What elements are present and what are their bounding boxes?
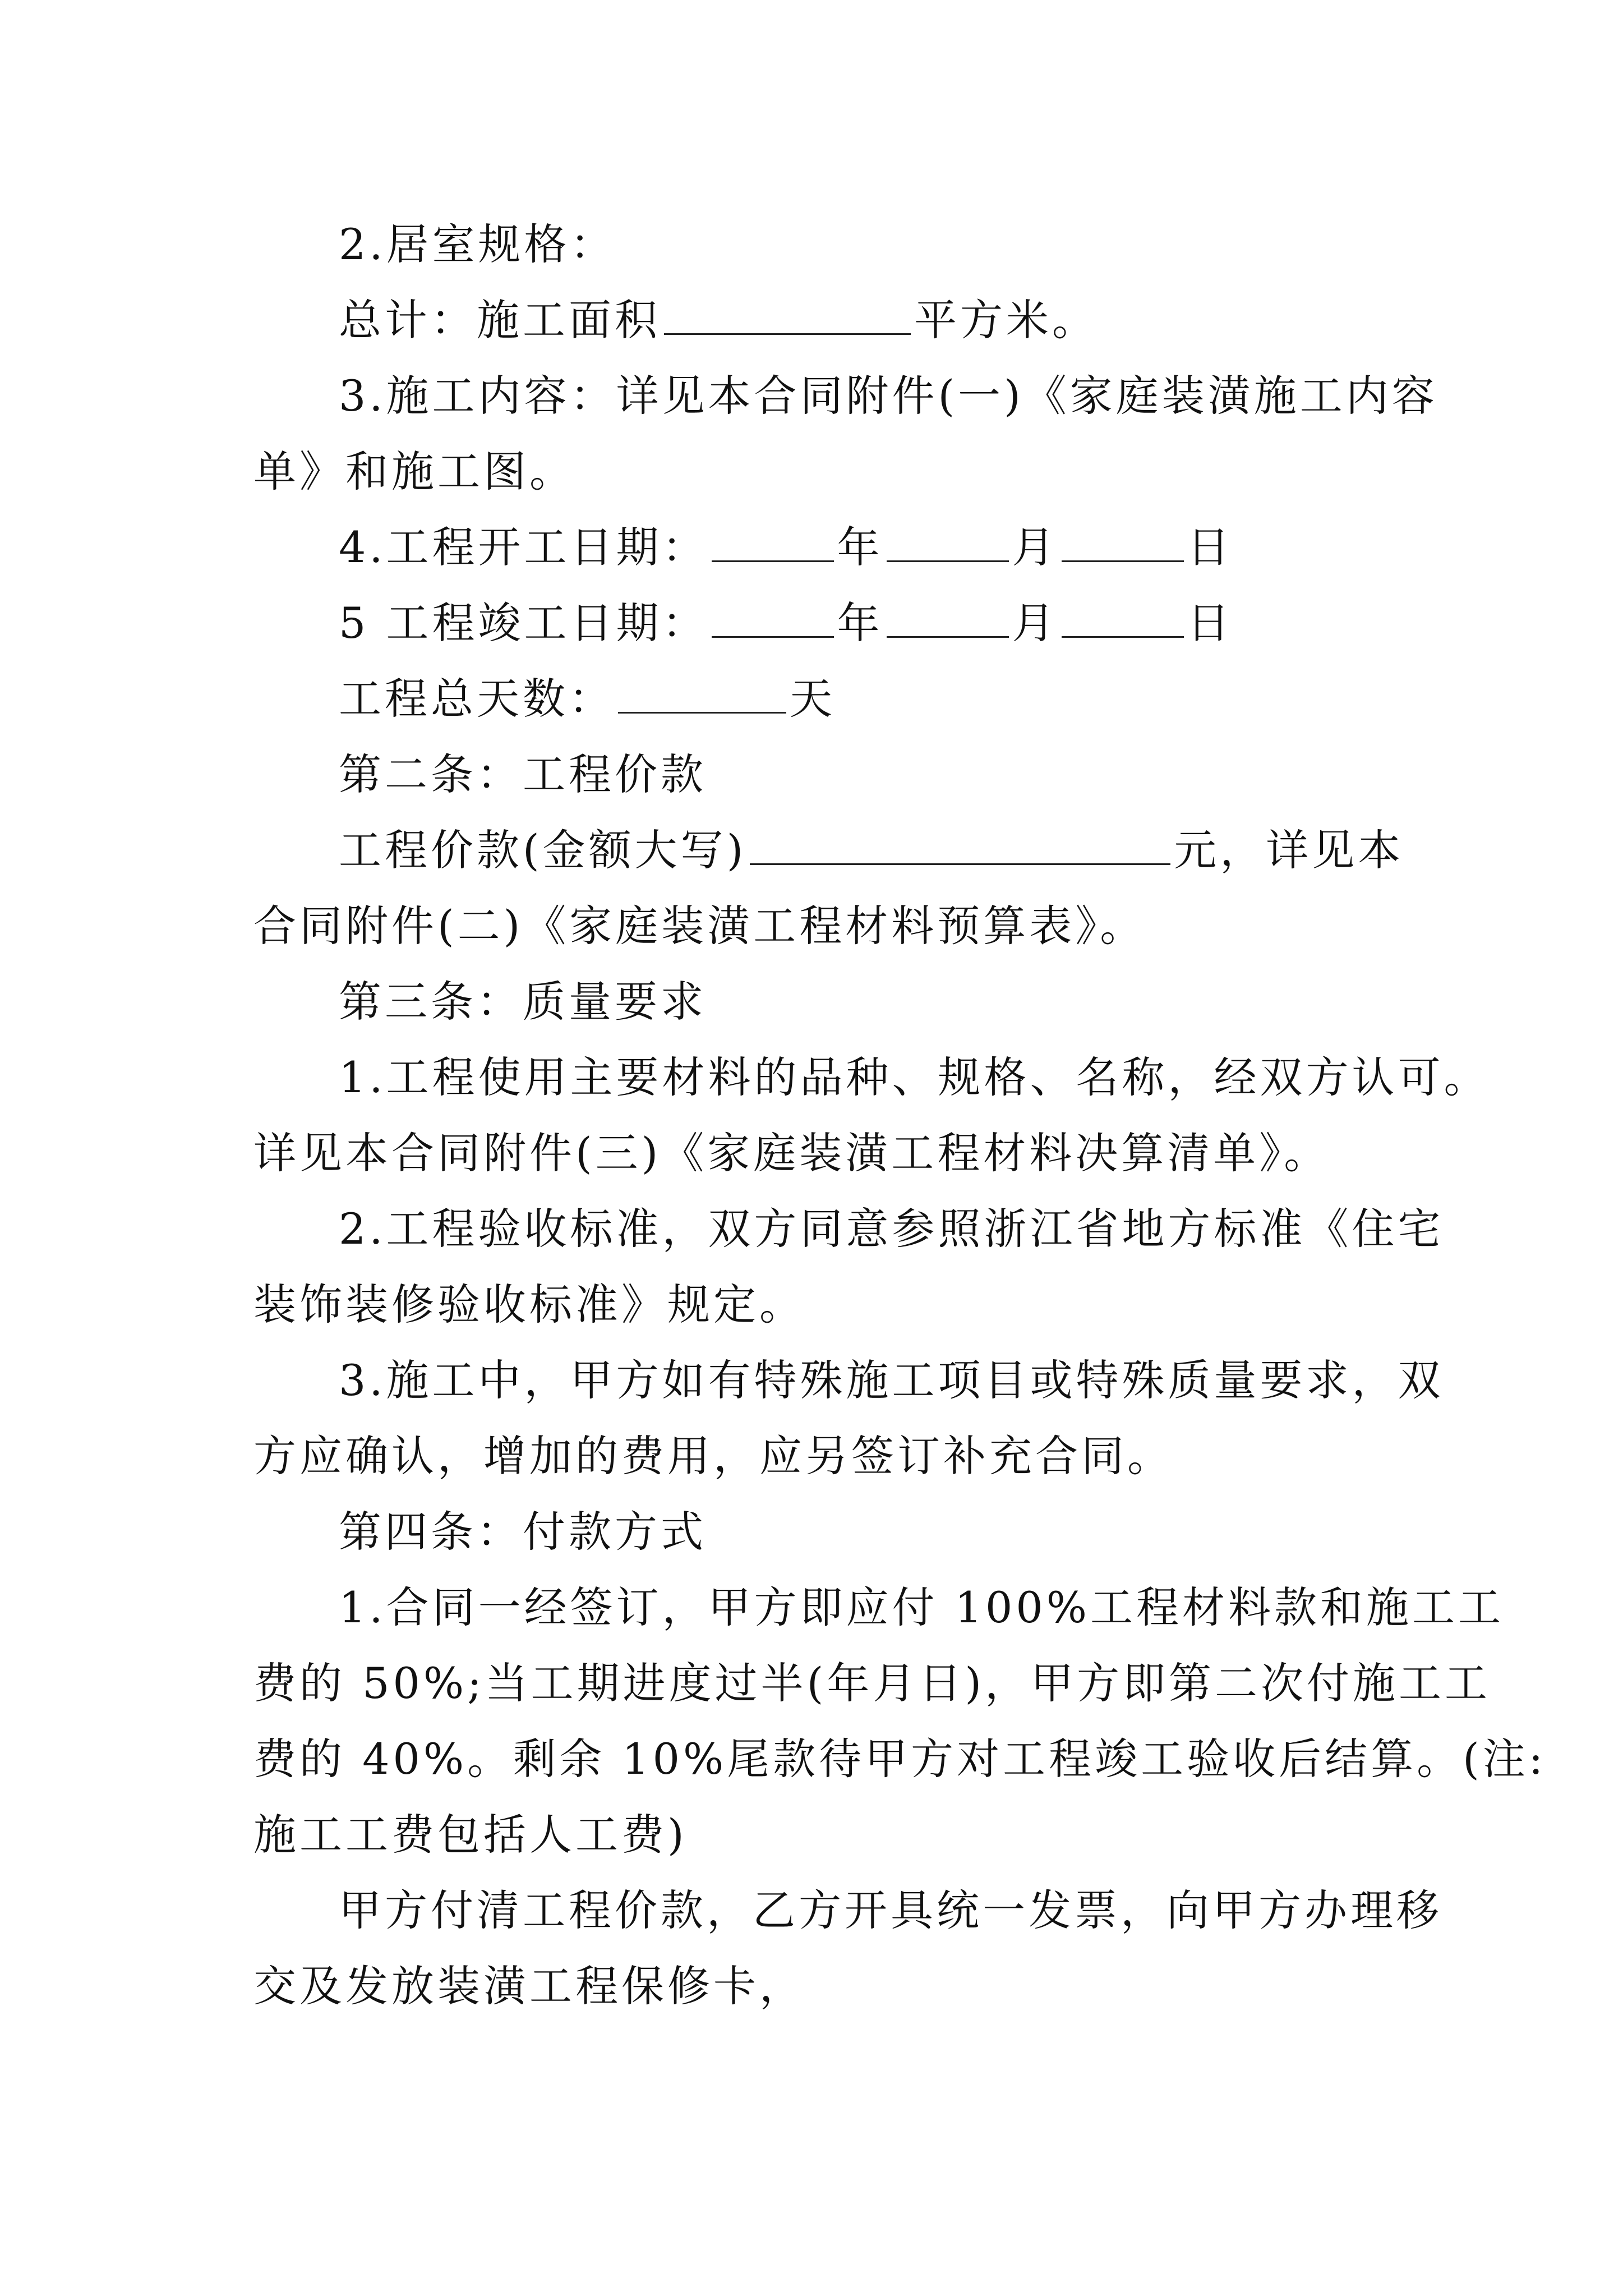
blank-underline <box>750 822 1170 865</box>
paragraph-line <box>339 1341 1444 1420</box>
paragraph-line <box>339 1568 1504 1647</box>
line-text: 月 <box>1012 598 1058 648</box>
paragraph-line <box>339 1871 1442 1950</box>
line-text: 第四条：付款方式 <box>339 1507 707 1557</box>
section-heading <box>339 1493 1395 1571</box>
paragraph-line <box>339 1038 1490 1117</box>
paragraph-line <box>253 1947 1395 2026</box>
blank-underline <box>887 519 1009 562</box>
line-text: 装饰装修验收标准》规定。 <box>253 1280 805 1329</box>
paragraph-line <box>253 1644 1491 1723</box>
line-text: 平方米。 <box>914 295 1098 345</box>
paragraph-line <box>339 584 1395 662</box>
paragraph-line <box>339 205 1395 284</box>
line-text: 方应确认，增加的费用，应另签订补充合同。 <box>253 1431 1173 1481</box>
line-text: 工程总天数： <box>339 674 615 724</box>
blank-underline <box>712 519 834 562</box>
line-text: 日 <box>1187 598 1233 648</box>
line-text: 4.工程开工日期： <box>339 522 708 572</box>
line-text: 3.施工内容：详见本合同附件(一)《家庭装潢施工内容 <box>339 371 1438 421</box>
blank-underline <box>887 595 1009 638</box>
line-text: 单》和施工图。 <box>253 447 575 496</box>
blank-underline <box>618 670 786 714</box>
paragraph-line <box>253 1114 1395 1193</box>
paragraph-line <box>339 281 1395 360</box>
line-text: 1.工程使用主要材料的品种、规格、名称，经双方认可。 <box>339 1052 1490 1102</box>
paragraph-line <box>253 887 1395 965</box>
section-heading <box>339 963 1395 1041</box>
paragraph-line <box>339 811 1404 890</box>
blank-underline <box>664 292 911 335</box>
paragraph-line <box>339 660 1395 738</box>
line-text: 费的 50%;当工期进度过半(年月日)，甲方即第二次付施工工 <box>253 1658 1491 1708</box>
line-text: 费的 40%。剩余 10%尾款待甲方对工程竣工验收后结算。(注: <box>253 1734 1547 1784</box>
line-text: 总计：施工面积 <box>339 295 661 345</box>
line-text: 2.工程验收标准，双方同意参照浙江省地方标准《住宅 <box>339 1204 1444 1254</box>
paragraph-line <box>253 1417 1395 1496</box>
blank-underline <box>712 595 834 638</box>
line-text: 2.居室规格： <box>339 219 616 269</box>
line-text: 元，详见本 <box>1174 825 1404 875</box>
line-text: 第三条：质量要求 <box>339 977 707 1027</box>
line-text: 工程价款(金额大写) <box>339 825 747 875</box>
line-text: 详见本合同附件(三)《家庭装潢工程材料决算清单》。 <box>253 1128 1330 1178</box>
blank-underline <box>1062 595 1184 638</box>
line-text: 甲方付清工程价款，乙方开具统一发票，向甲方办理移 <box>339 1885 1442 1935</box>
paragraph-line <box>253 1796 1395 1874</box>
line-text: 天 <box>790 674 836 724</box>
line-text: 施工工费包括人工费) <box>253 1810 688 1860</box>
paragraph-line <box>253 1266 1395 1344</box>
blank-underline <box>1062 519 1184 562</box>
paragraph-line <box>339 357 1438 435</box>
line-text: 1.合同一经签订，甲方即应付 100%工程材料款和施工工 <box>339 1582 1504 1632</box>
paragraph-line <box>253 432 1395 511</box>
section-heading <box>339 735 1395 814</box>
paragraph-line <box>339 508 1395 587</box>
line-text: 3.施工中，甲方如有特殊施工项目或特殊质量要求，双 <box>339 1355 1444 1405</box>
line-text: 合同附件(二)《家庭装潢工程材料预算表》。 <box>253 901 1146 951</box>
line-text: 年 <box>837 522 883 572</box>
line-text: 5 工程竣工日期： <box>339 598 708 648</box>
line-text: 日 <box>1187 522 1233 572</box>
line-text: 第二条：工程价款 <box>339 749 707 799</box>
paragraph-line <box>253 1720 1547 1798</box>
paragraph-line <box>339 1190 1444 1268</box>
line-text: 月 <box>1012 522 1058 572</box>
line-text: 交及发放装潢工程保修卡， <box>253 1961 805 2011</box>
line-text: 年 <box>837 598 883 648</box>
